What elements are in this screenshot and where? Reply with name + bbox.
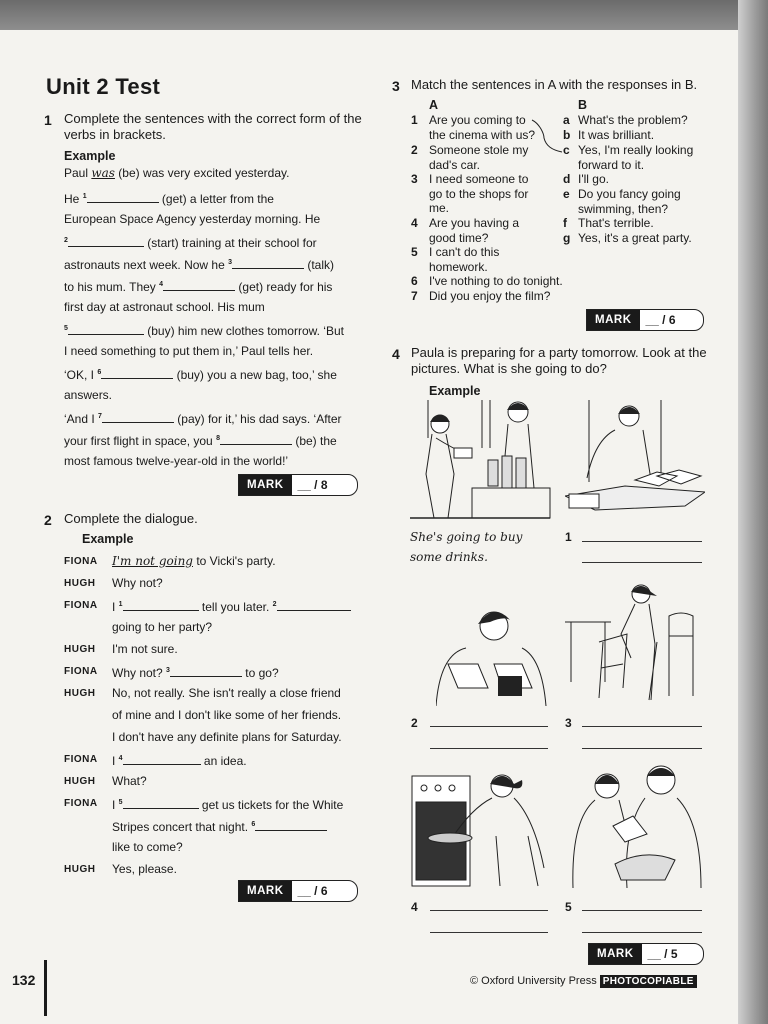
s1-blank-3[interactable]: [232, 256, 304, 269]
match-b-text: forward to it.: [578, 157, 645, 172]
section-2-mark-box: [238, 880, 358, 902]
speaker-label: HUGH: [64, 644, 96, 655]
s1-blank-6[interactable]: [101, 366, 173, 379]
s1-line-6: first day at astronaut school. His mum: [64, 300, 265, 314]
speaker-label: HUGH: [64, 776, 96, 787]
section-1-mark-box: [238, 474, 358, 496]
dialogue-line: Yes, please.: [112, 862, 177, 876]
match-a-text: Did you enjoy the film?: [429, 289, 551, 303]
match-b-text: Do you fancy going: [578, 187, 681, 201]
s2-blank-5[interactable]: [123, 796, 199, 809]
column-a-header: A: [429, 98, 439, 112]
picture-5-answer-line-1[interactable]: [582, 910, 702, 911]
section-2-instruction: Complete the dialogue.: [64, 511, 198, 526]
mark-score[interactable]: __ / 6: [645, 313, 676, 327]
picture-5-number: 5: [565, 900, 572, 914]
footer: [470, 975, 697, 987]
dialogue-line: like to come?: [112, 840, 183, 854]
match-a-number: 3: [411, 172, 418, 186]
dialogue-line: I'm not sure.: [112, 642, 178, 656]
s1-blank-7[interactable]: [102, 410, 174, 423]
section-3-instruction: Match the sentences in A with the responses in B.: [411, 77, 698, 92]
s1-blank-8[interactable]: [220, 432, 292, 445]
dialogue-line: of mine and I don't like some of her friends.: [112, 708, 342, 722]
section-4-instruction: Paula is preparing for a party tomorrow. Look at the pictures. What is she going to do?: [411, 345, 707, 376]
section-3-number: 3: [392, 78, 400, 94]
mark-score[interactable]: __ / 8: [297, 478, 328, 492]
picture-2-answer-line-2[interactable]: [430, 748, 548, 749]
s2-blank-6[interactable]: [255, 818, 327, 831]
section-2-number: 2: [44, 512, 52, 528]
page-title: Unit 2 Test: [46, 74, 161, 99]
picture-2-number: 2: [411, 716, 418, 730]
mark-label: MARK: [589, 944, 642, 964]
match-b-letter: c: [563, 143, 570, 157]
dialogue-line: I $^1$ tell you later. $^2$: [112, 598, 351, 614]
speaker-label: FIONA: [64, 798, 98, 809]
match-b-letter: f: [563, 216, 567, 230]
dialogue-line: Why not?: [112, 576, 163, 590]
match-a-text: dad's car.: [429, 157, 480, 172]
match-b-text: Yes, I'm really looking: [578, 143, 694, 157]
mark-label: MARK: [587, 310, 640, 330]
speaker-label: HUGH: [64, 864, 96, 875]
match-a-text: go to the shops for: [429, 186, 529, 201]
dialogue-line: I don't have any definite plans for Saturday.: [112, 730, 342, 744]
section-1-example-label: Example: [64, 149, 116, 163]
s1-line-12: your first flight in space, you $^8$ (be) the: [64, 434, 337, 448]
speaker-label: FIONA: [64, 754, 98, 765]
example-match-arrow: [530, 116, 566, 156]
match-a-number: 1: [411, 113, 418, 127]
match-a-text: I can't do this: [429, 245, 500, 259]
picture-4-answer-line-2[interactable]: [430, 932, 548, 933]
dialogue-line: No, not really. She isn't really a close friend: [112, 686, 341, 700]
s1-line-13: most famous twelve-year-old in the world!’: [64, 454, 289, 468]
s1-line-8: I need something to put them in,’ Paul tells her.: [64, 344, 314, 358]
match-a-text: Someone stole my: [429, 143, 529, 157]
s1-line-5: to his mum. They $^4$ (get) ready for his: [64, 280, 333, 294]
picture-1-number: 1: [565, 530, 572, 544]
match-b-letter: a: [563, 113, 570, 127]
picture-2-invitations: [436, 604, 548, 708]
section-1-number: 1: [44, 112, 52, 128]
speaker-label: HUGH: [64, 688, 96, 699]
match-a-text: homework.: [429, 259, 488, 274]
dialogue-line: Why not? $^3$ to go?: [112, 666, 279, 680]
match-a-text: me.: [429, 201, 450, 215]
column-b-header: B: [578, 98, 588, 112]
match-b-letter: g: [563, 231, 571, 245]
section-4-number: 4: [392, 346, 400, 362]
example-shop-picture: [410, 398, 552, 520]
s1-blank-2[interactable]: [68, 234, 144, 247]
mark-label: MARK: [239, 475, 292, 495]
picture-1-answer-line-1[interactable]: [582, 541, 702, 542]
match-a-text: good time?: [429, 230, 489, 245]
match-a-number: 5: [411, 245, 418, 259]
section-1-instruction: Complete the sentences with the correct form of the verbs in brackets.: [64, 111, 362, 142]
page-edge-bar: [44, 960, 47, 1016]
match-a-number: 6: [411, 274, 418, 288]
speaker-label: HUGH: [64, 578, 96, 589]
match-a-text: the cinema with us?: [429, 127, 536, 142]
s1-line-3: $^2$ (start) training at their school for: [64, 236, 317, 250]
match-a-number: 7: [411, 289, 418, 303]
picture-3-answer-line-2[interactable]: [582, 748, 702, 749]
match-a-text: I've nothing to do tonight.: [429, 274, 563, 288]
page-number: 132: [12, 972, 36, 988]
picture-2-answer-line-1[interactable]: [430, 726, 548, 727]
picture-4-oven: [410, 766, 550, 888]
match-b-letter: e: [563, 187, 570, 201]
dialogue-line: Stripes concert that night. $^6$: [112, 818, 327, 834]
section-1-example: Paul was (be) was very excited yesterday.: [64, 166, 290, 180]
s1-line-11: ‘And I $^7$ (pay) for it,’ his dad says. ‘After: [64, 412, 342, 426]
section-4-example-label: Example: [429, 384, 481, 398]
match-b-text: I'll go.: [578, 172, 609, 186]
s1-line-1: He $^1$ (get) a letter from the: [64, 192, 274, 206]
speaker-label: FIONA: [64, 666, 98, 677]
dialogue-line: What?: [112, 774, 147, 788]
mark-label: MARK: [239, 881, 292, 901]
match-b-text: Yes, it's a great party.: [578, 231, 692, 245]
picture-3-answer-line-1[interactable]: [582, 726, 702, 727]
picture-1-sandwiches: [565, 398, 705, 514]
dialogue-line: going to her party?: [112, 620, 213, 634]
picture-3-number: 3: [565, 716, 572, 730]
section-4-mark-box: [588, 943, 704, 965]
s1-blank-5[interactable]: [68, 322, 144, 335]
match-a-number: 4: [411, 216, 418, 230]
dialogue-line: I $^4$ an idea.: [112, 754, 247, 768]
match-a-text: Are you coming to: [429, 113, 526, 127]
mark-score[interactable]: __ / 6: [297, 884, 328, 898]
scan-top-edge: [0, 0, 768, 30]
s2-blank-2[interactable]: [277, 598, 351, 611]
s1-blank-4[interactable]: [163, 278, 235, 291]
match-a-text: I need someone to: [429, 172, 529, 186]
dialogue-line: I'm not going to Vicki's party.: [112, 554, 276, 568]
picture-4-answer-line-1[interactable]: [430, 910, 548, 911]
speaker-label: FIONA: [64, 556, 98, 567]
s1-line-10: answers.: [64, 388, 113, 402]
match-b-text: swimming, then?: [578, 201, 669, 216]
s1-line-9: ‘OK, I $^6$ (buy) you a new bag, too,’ she: [64, 368, 337, 382]
match-b-text: It was brilliant.: [578, 128, 655, 142]
section-2-example-label: Example: [82, 532, 134, 546]
photocopiable-badge: PHOTOCOPIABLE: [600, 975, 697, 988]
s2-blank-4[interactable]: [123, 752, 201, 765]
example-answer-line-1: She's going to buy: [410, 530, 523, 544]
publisher-credit: © Oxford University Press: [470, 975, 597, 987]
match-a-text: Are you having a: [429, 216, 520, 230]
match-b-letter: b: [563, 128, 571, 142]
example-answer-line-2: some drinks.: [410, 550, 488, 564]
mark-score[interactable]: __ / 5: [647, 947, 678, 961]
picture-3-chairs: [565, 578, 705, 704]
match-b-text: That's terrible.: [578, 216, 654, 230]
picture-1-answer-line-2[interactable]: [582, 562, 702, 563]
picture-5-answer-line-2[interactable]: [582, 932, 702, 933]
picture-4-number: 4: [411, 900, 418, 914]
s2-blank-3[interactable]: [170, 664, 242, 677]
s1-line-7: $^5$ (buy) him new clothes tomorrow. ‘But: [64, 324, 344, 338]
s1-line-2: European Space Agency yesterday morning. He: [64, 212, 321, 226]
dialogue-line: I $^5$ get us tickets for the White: [112, 798, 344, 812]
scan-page-gutter: [738, 0, 768, 1024]
picture-5-couple: [565, 764, 705, 888]
match-a-number: 2: [411, 143, 418, 157]
speaker-label: FIONA: [64, 600, 98, 611]
s2-blank-1[interactable]: [123, 598, 199, 611]
match-b-letter: d: [563, 172, 571, 186]
s1-line-4: astronauts next week. Now he $^3$ (talk): [64, 258, 334, 272]
match-b-text: What's the problem?: [578, 113, 688, 127]
section-3-mark-box: [586, 309, 704, 331]
s1-blank-1[interactable]: [87, 190, 159, 203]
